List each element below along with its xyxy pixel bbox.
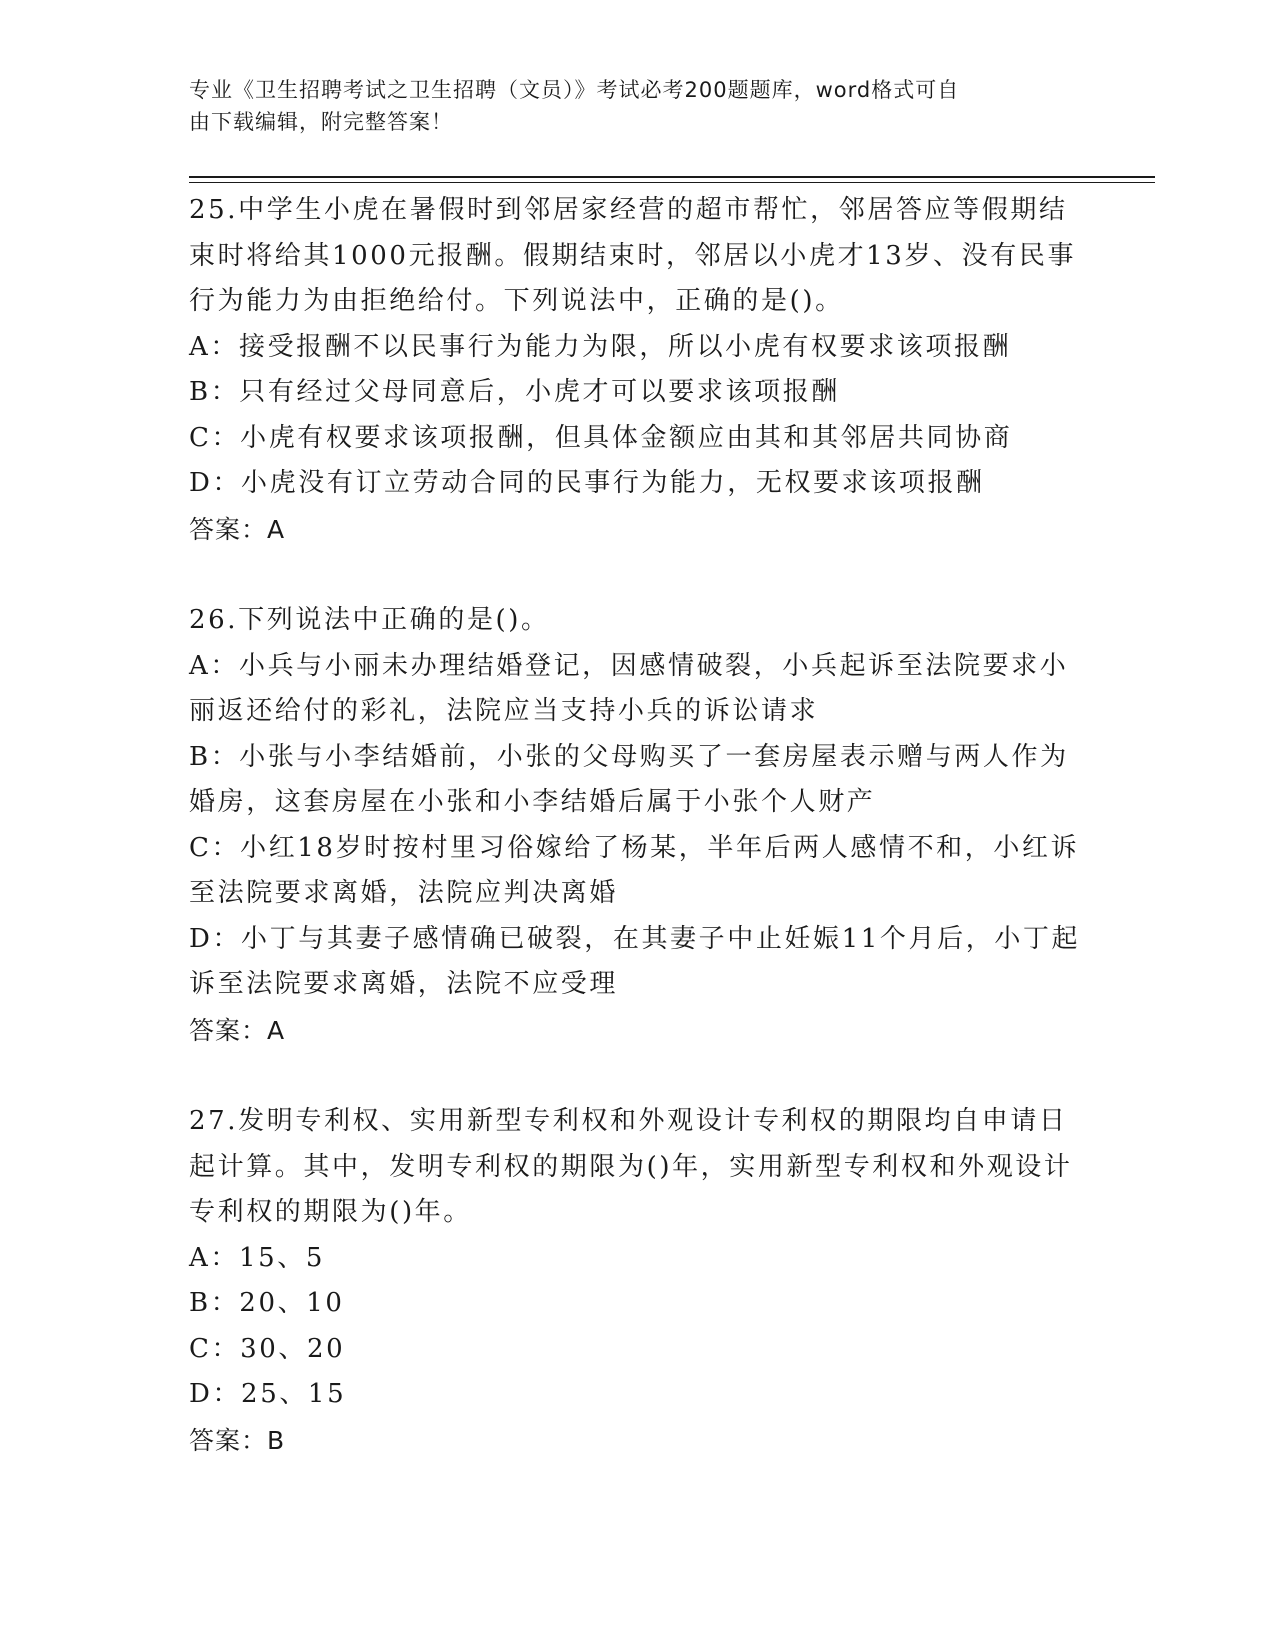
question-26 xyxy=(189,598,1089,1053)
question-text: 26.下列说法中正确的是()。 xyxy=(189,605,550,635)
header-line-1: 专业《卫生招聘考试之卫生招聘（文员）》考试必考200题题库，word格式可自 xyxy=(189,78,960,102)
option-a: A：小兵与小丽未办理结婚登记，因感情破裂，小兵起诉至法院要求小丽返还给付的彩礼，法院应当支持小兵的诉讼请求 xyxy=(189,650,1069,726)
option-c: C：小虎有权要求该项报酬，但具体金额应由其和其邻居共同协商 xyxy=(189,422,1013,453)
option-b: B：小张与小李结婚前，小张的父母购买了一套房屋表示赠与两人作为婚房，这套房屋在小张和小李结婚后属于小张个人财产 xyxy=(189,741,1069,817)
option-b: B：20、10 xyxy=(189,1288,345,1318)
header-divider-thin xyxy=(189,182,1155,183)
option-d: D：小丁与其妻子感情确已破裂，在其妻子中止妊娠11个月后，小丁起诉至法院要求离婚，法院不应受理 xyxy=(189,923,1081,999)
question-text: 27.发明专利权、实用新型专利权和外观设计专利权的期限均自申请日起计算。其中，发明专利权的期限为()年，实用新型专利权和外观设计专利权的期限为()年。 xyxy=(189,1106,1073,1227)
answer-line: 答案：A xyxy=(189,514,286,544)
option-d: D：小虎没有订立劳动合同的民事行为能力，无权要求该项报酬 xyxy=(189,468,985,498)
question-text: 25.中学生小虎在暑假时到邻居家经营的超市帮忙，邻居答应等假期结束时将给其1000元报酬。假期结束时，邻居以小虎才13岁、没有民事行为能力为由拒绝给付。下列说法中，正确的是()。 xyxy=(189,195,1077,316)
option-c: C：30、20 xyxy=(189,1333,346,1364)
question-25 xyxy=(189,188,1089,552)
header-line-2: 由下载编辑，附完整答案！ xyxy=(189,110,453,134)
question-gap xyxy=(189,552,1089,598)
option-c: C：小红18岁时按村里习俗嫁给了杨某，半年后两人感情不和，小红诉至法院要求离婚，法院应判决离婚 xyxy=(189,832,1080,908)
document-header xyxy=(189,74,1069,138)
answer-line: 答案：A xyxy=(189,1015,286,1045)
option-a: A：15、5 xyxy=(189,1242,326,1273)
question-list xyxy=(189,188,1089,1463)
option-a: A：接受报酬不以民事行为能力为限，所以小虎有权要求该项报酬 xyxy=(189,331,1012,362)
header-divider-thick xyxy=(189,176,1155,178)
answer-line: 答案：B xyxy=(189,1425,286,1455)
option-b: B：只有经过父母同意后，小虎才可以要求该项报酬 xyxy=(189,377,840,407)
question-gap xyxy=(189,1053,1089,1099)
question-27 xyxy=(189,1099,1089,1463)
option-d: D：25、15 xyxy=(189,1379,347,1409)
